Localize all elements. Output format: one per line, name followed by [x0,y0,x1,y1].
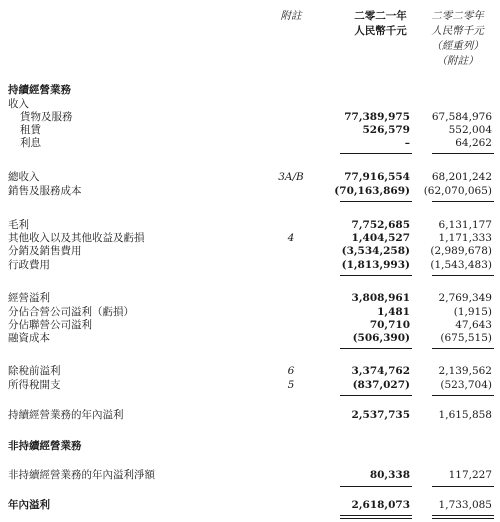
subtotal-rule [340,395,412,396]
current-year-header: 二零二一年 [354,10,407,22]
subtotal-rule [340,153,412,154]
value-2020: 2,139,562 [438,365,492,377]
value-2020: (1,915) [453,306,492,318]
value-2021: (837,027) [352,379,410,391]
value-2021: 80,338 [369,469,410,481]
value-2021: 526,579 [362,124,410,136]
prior-year-note: （附註） [436,55,479,67]
subtotal-rule [432,348,494,349]
value-2020: 68,201,242 [431,171,492,183]
value-2021: 3,808,961 [351,292,410,304]
value-2020: (675,515) [440,332,492,344]
subtotal-rule [432,275,494,276]
total-double-rule-top [432,515,494,516]
value-2020: 552,004 [448,124,492,136]
row-label: 其他收入以及其他收益及虧損 [8,232,145,244]
value-2021: (1,813,993) [341,259,410,271]
row-note: 3A/B [278,171,304,183]
value-2020: 117,227 [448,469,492,481]
row-label: 年內溢利 [8,499,50,511]
value-2020: 6,131,177 [438,219,492,231]
value-2020: 1,615,858 [438,409,492,421]
row-label: 非持續經營業務的年內溢利淨額 [8,469,155,481]
current-year-unit: 人民幣千元 [354,25,407,37]
row-label: 總收入 [8,171,40,183]
subtotal-rule [340,348,412,349]
row-label: 分佔聯營公司溢利 [8,319,92,331]
value-2020: (523,704) [440,379,492,391]
row-label: 經營溢利 [8,292,50,304]
total-double-rule-bottom [340,518,412,519]
value-2021: 77,916,554 [344,171,410,183]
subtotal-rule [432,201,494,202]
value-2021: – [404,137,410,149]
row-note: 5 [287,379,295,391]
value-2021: 2,537,735 [351,409,410,421]
row-label: 租賃 [20,124,41,136]
value-2020: 64,262 [455,137,492,149]
value-2021: (70,163,869) [334,185,410,197]
value-2021: 1,481 [377,306,410,318]
row-note: 4 [287,232,295,244]
section-continuing-operations: 持續經營業務 [8,84,71,96]
prior-year-header: 二零二零年 [431,10,484,22]
value-2021: 2,618,073 [351,499,410,511]
value-2020: 67,584,976 [431,111,492,123]
row-note: 6 [287,365,295,377]
subtotal-rule [340,201,412,202]
row-label: 行政費用 [8,259,50,271]
row-label: 收入 [8,98,29,110]
value-2021: 7,752,685 [351,219,410,231]
subtotal-rule [340,275,412,276]
row-label: 貨物及服務 [20,111,73,123]
value-2020: (62,070,065) [423,185,492,197]
row-label: 利息 [20,137,41,149]
total-double-rule-top [340,515,412,516]
row-label: 分佔合營公司溢利（虧損） [8,306,134,318]
subtotal-rule [340,486,412,487]
section-discontinued-operations: 非持續經營業務 [8,440,82,452]
total-double-rule-bottom [432,518,494,519]
value-2021: 3,374,762 [351,365,410,377]
row-label: 持續經營業務的年內溢利 [8,409,124,421]
subtotal-rule [432,486,494,487]
row-label: 毛利 [8,219,29,231]
row-label: 所得稅開支 [8,379,61,391]
value-2020: (1,543,483) [430,259,492,271]
value-2021: (3,534,258) [341,245,410,257]
subtotal-rule [432,395,494,396]
value-2021: 70,710 [369,319,410,331]
subtotal-rule [432,153,494,154]
value-2021: (506,390) [352,332,410,344]
row-label: 融資成本 [8,332,50,344]
row-label: 分銷及銷售費用 [8,245,82,257]
value-2021: 1,404,527 [351,232,410,244]
prior-year-restated: （經重列） [431,40,484,52]
row-label: 除稅前溢利 [8,365,61,377]
value-2020: 1,733,085 [438,499,492,511]
value-2020: 47,643 [455,319,492,331]
row-label: 銷售及服務成本 [8,185,82,197]
note-column-header: 附註 [280,10,302,22]
value-2021: 77,389,975 [344,111,410,123]
value-2020: 2,769,349 [438,292,492,304]
value-2020: (2,989,678) [430,245,492,257]
value-2020: 1,171,333 [438,232,492,244]
prior-year-unit: 人民幣千元 [431,25,484,37]
